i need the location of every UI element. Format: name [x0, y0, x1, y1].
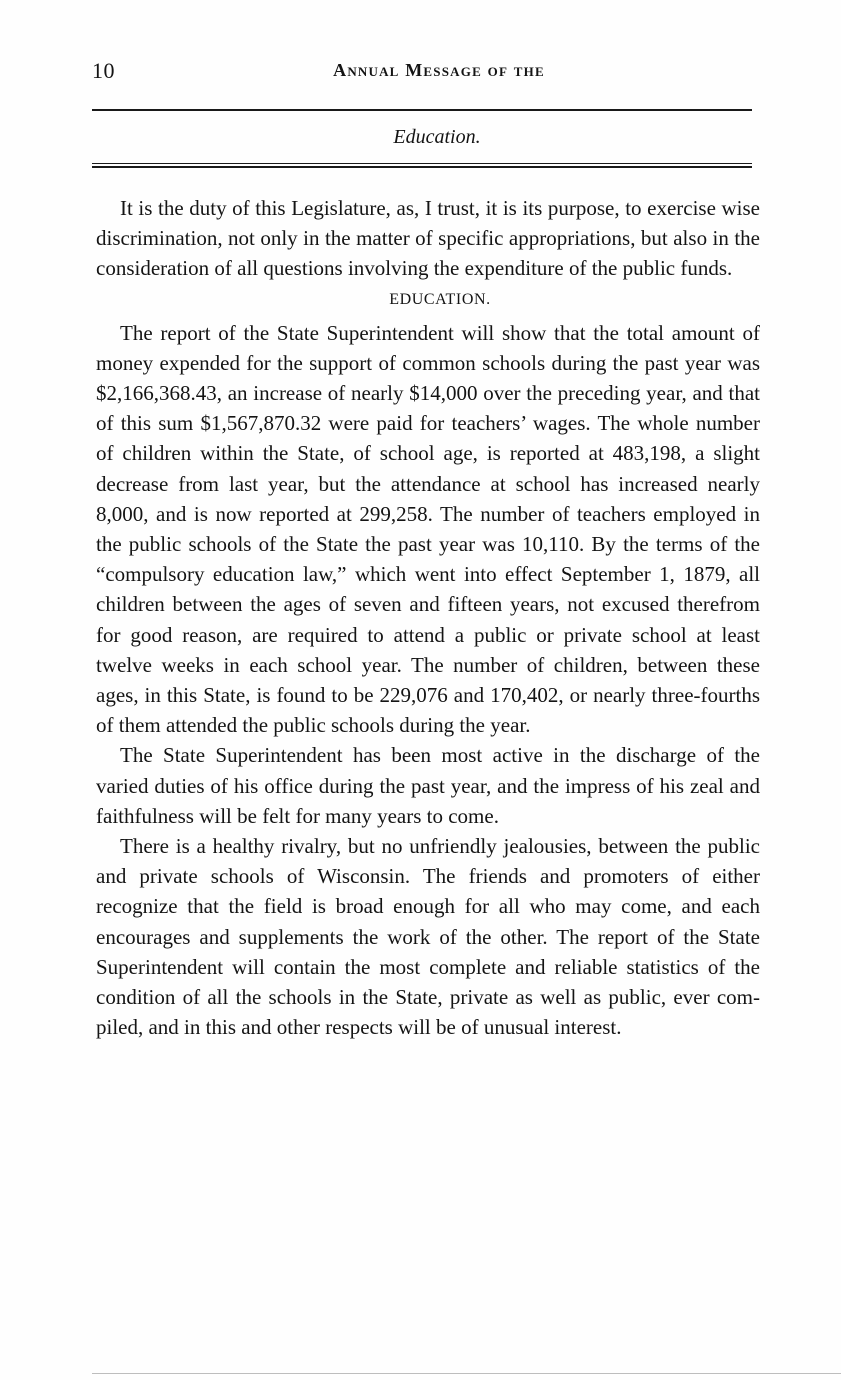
header-rule-bottom-thin: [92, 163, 752, 164]
body-text: [96, 193, 760, 1042]
running-head: [92, 58, 756, 88]
paragraph-intro: It is the duty of this Legislature, as, I trust, it is its purpose, to exercise wise discrimination, not only in the matter of specific appropriations, but also in the consideration of all questions involving the expenditure of the public funds.: [96, 196, 760, 281]
paragraph-report: The report of the State Superintendent will show that the total amount of money expended for the support of common schools during the past year was $2,166,368.43, an increase of nearly $14,000 over the preceding year, and that of this sum $1,567,870.32 were paid for teachers’ wages. The whole number of children within the State, of school age, is reported at 483,198, a slight decrease from last year, but the attendance at school has increased nearly 8,000, and is now reported at 299,258. The number of teachers employed in the public schools of the State the past year was 10,110. By the terms of the “compulsory education law,” which went into effect September 1, 1879, all children between the ages of seven and fifteen years, not excused therefrom for good reason, are required to attend a public or private school at least twelve weeks in each school year. The number of children, between these ages, in this State, is found to be 229,076 and 170,402, or nearly three-fourths of them attended the public schools during the year.: [96, 320, 760, 738]
page-number: 10: [92, 58, 115, 83]
header-rule-top: [92, 109, 752, 111]
paragraph-rivalry: There is a healthy rivalry, but no unfriendly jealousies, between the public and private schools of Wisconsin. The friends and promoters of either recognize that the field is broad enough for all who may come, and each encourages and supplements the work of the other. The report of the State Superintendent will contain the most complete and reliable statistics of the condition of all the schools in the State, private as well as public, ever compiled, and in this and other respects will be of unusual interest.: [96, 834, 760, 1040]
page-edge-rule: [92, 1373, 841, 1374]
section-heading: Education.: [393, 126, 481, 148]
header-rule-bottom-thick: [92, 166, 752, 168]
paragraph-superintendent: The State Superintendent has been most active in the discharge of the varied duties of his office during the past year, and the impress of his zeal and faithfulness will be felt for many years to come.: [96, 743, 760, 828]
subheading-education: EDUCATION.: [389, 290, 491, 308]
running-head-title: Annual Message of the: [333, 60, 545, 80]
